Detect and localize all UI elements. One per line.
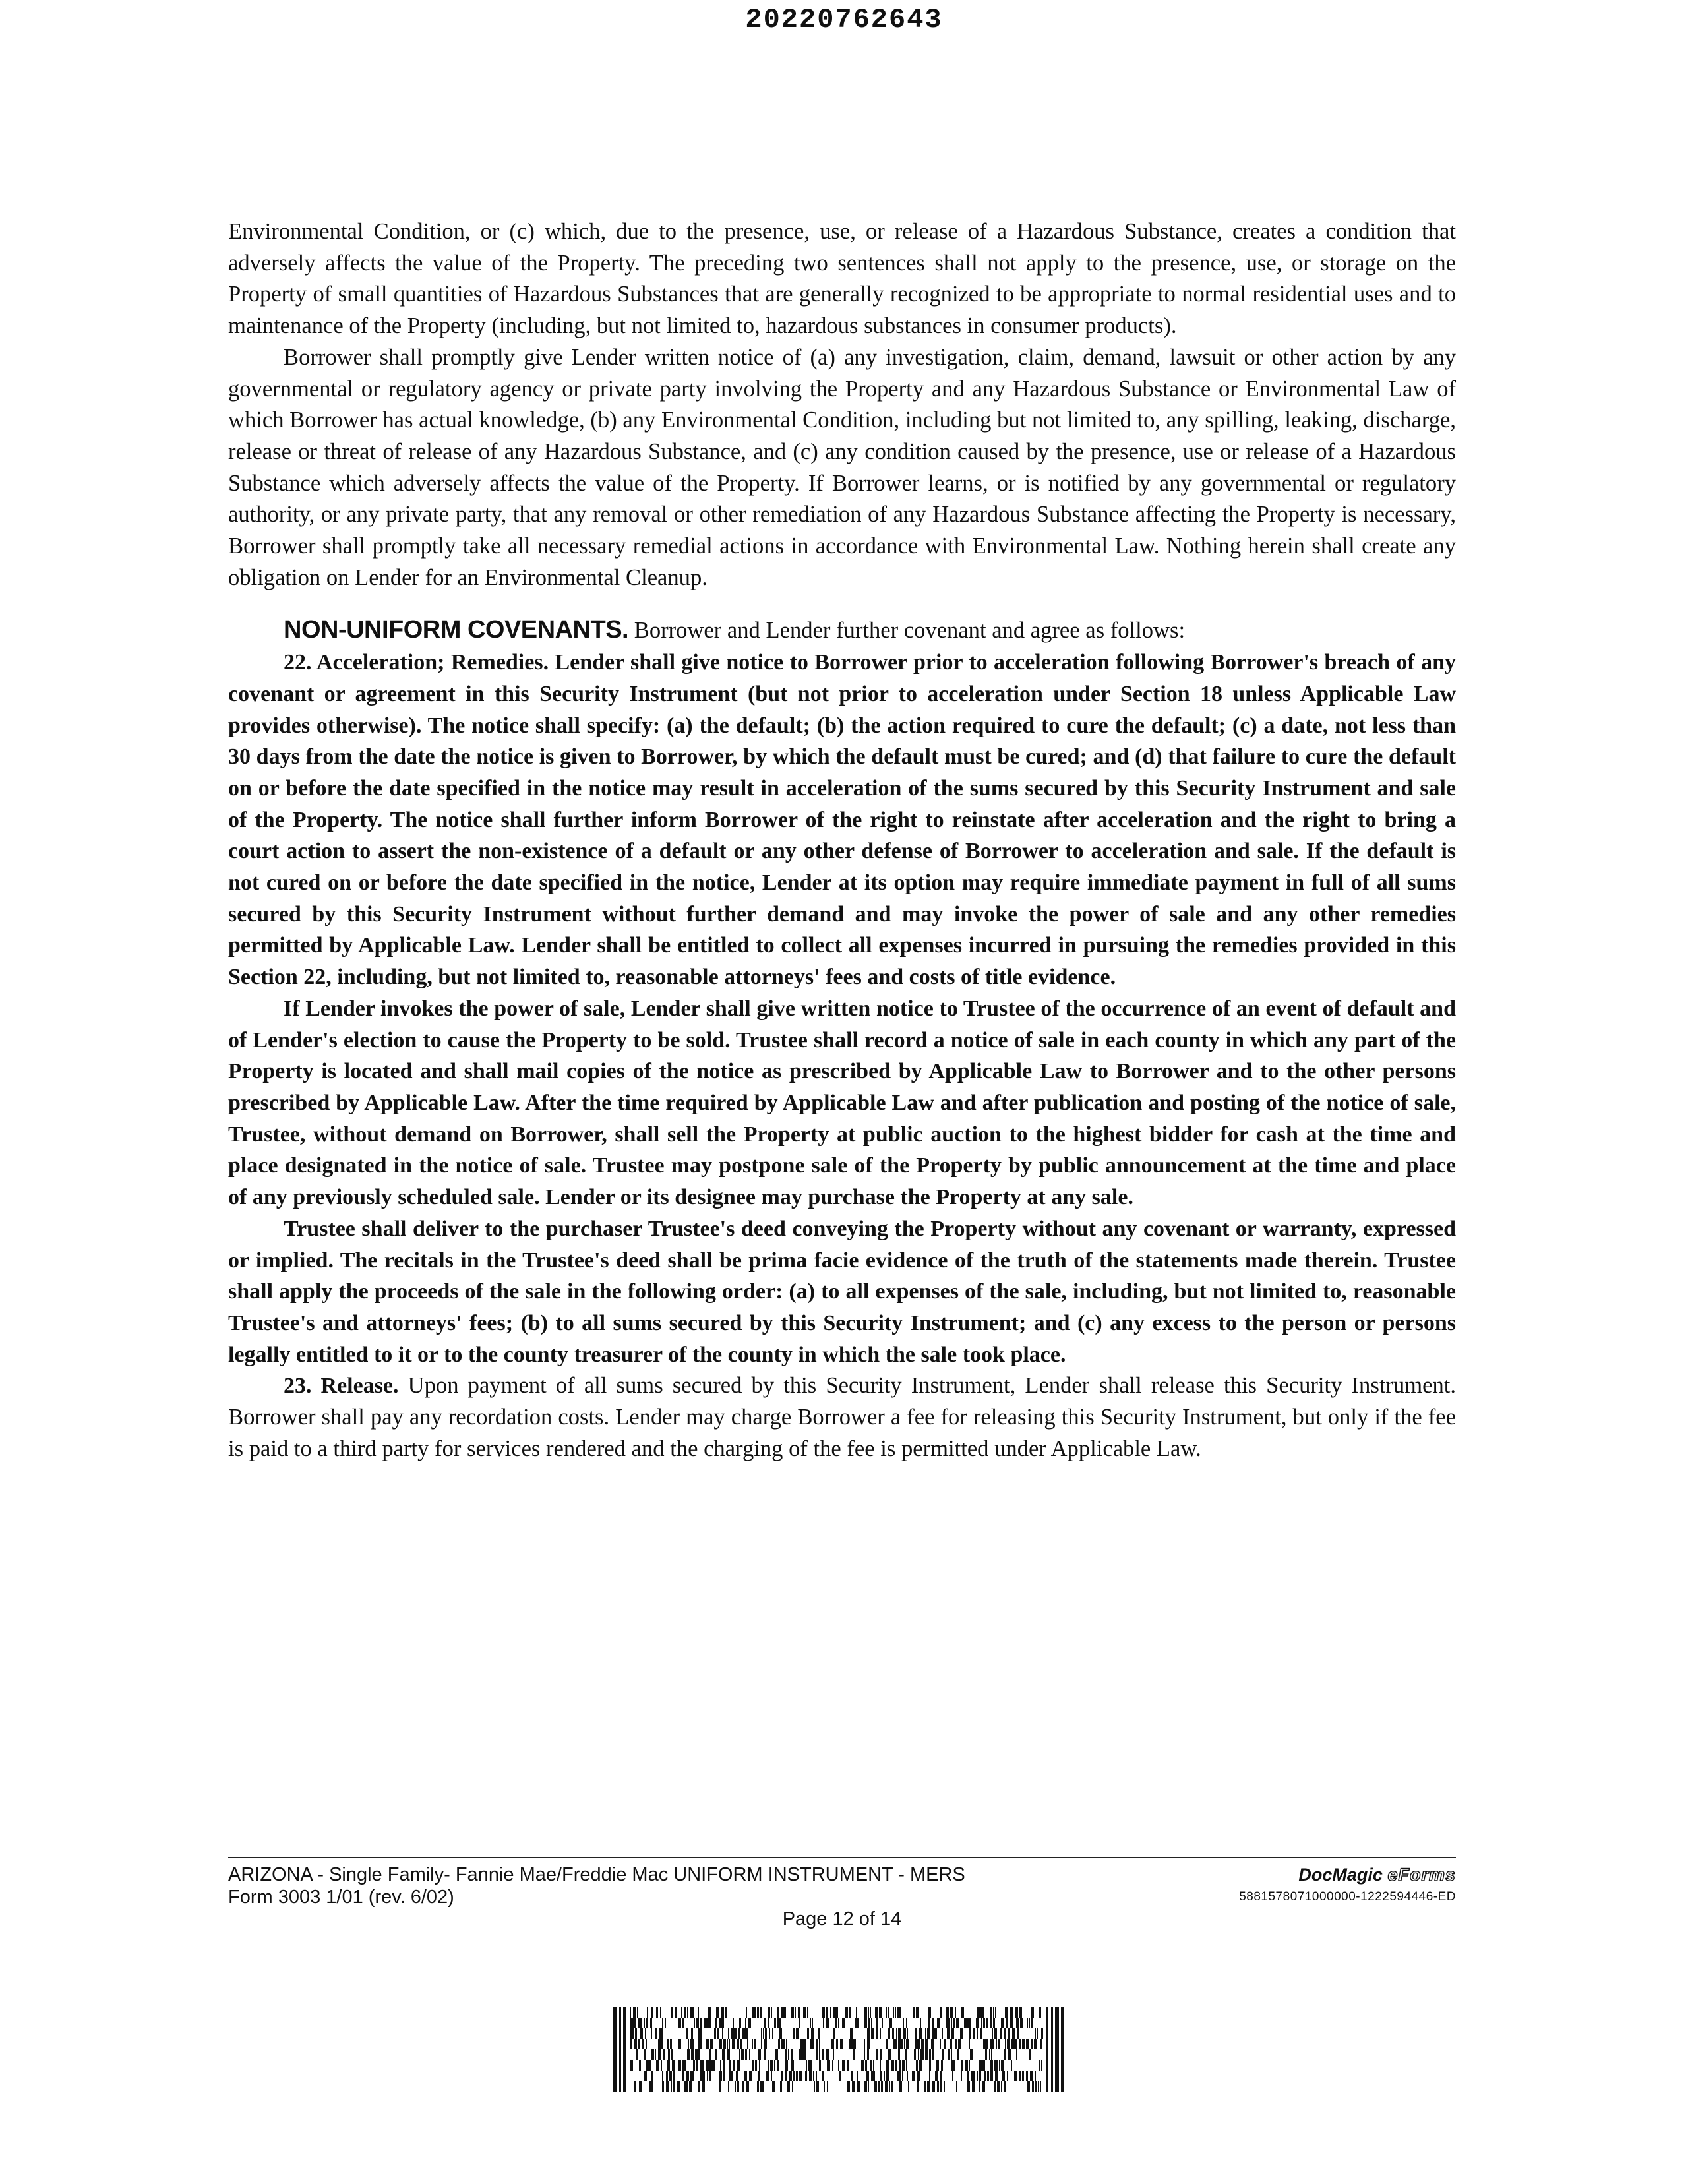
brand-name: DocMagic bbox=[1298, 1865, 1388, 1885]
non-uniform-covenants-intro bbox=[228, 615, 1456, 647]
loan-id: 5881578071000000-1222594446-ED bbox=[1239, 1890, 1456, 1904]
document-body bbox=[228, 216, 1456, 1465]
non-uniform-covenants-heading: NON-UNIFORM COVENANTS. bbox=[284, 616, 629, 644]
form-title: ARIZONA - Single Family- Fannie Mae/Freddie Mac UNIFORM INSTRUMENT - MERS bbox=[228, 1864, 965, 1885]
vendor-info bbox=[1239, 1864, 1456, 1908]
section-23-title: 23. Release. bbox=[284, 1374, 399, 1399]
form-number: Form 3003 1/01 (rev. 6/02) bbox=[228, 1887, 454, 1908]
section-23-text: Upon payment of all sums secured by this Security Instrument, Lender shall release this Security Instrument. Borrower shall pay any recordation costs. Lender may charge Borrower a fee for releasing this Security Instrument, but only if the fee is paid to a third party for services rendered and the charging of the fee is permitted under Applicable Law. bbox=[228, 1373, 1456, 1461]
form-info bbox=[228, 1864, 965, 1908]
document-number: 20220762643 bbox=[745, 4, 943, 36]
section-22-trustee-deed: Trustee shall deliver to the purchaser Trustee's deed conveying the Property without any covenant or warranty, expressed or implied. The recitals in the Trustee's deed shall be prima facie evidence of the truth of the statements made therein. Trustee shall apply the proceeds of the sale in the following order: (a) to all expenses of the sale, including, but not limited to, reasonable Trustee's and attorneys' fees; (b) to all sums secured by this Security Instrument; and (c) any excess to the person or persons legally entitled to it or to the county treasurer of the county in which the sale took place. bbox=[228, 1216, 1456, 1367]
barcode-image bbox=[613, 2007, 1064, 2092]
non-uniform-covenants-text: Borrower and Lender further covenant and agree as follows: bbox=[628, 618, 1186, 644]
section-22-power-of-sale: If Lender invokes the power of sale, Lender shall give written notice to Trustee of the occurrence of an event of default and of Lender's election to cause the Property to be sold. Trustee shall record a notice of sale in each county in which any part of the Property is located and shall mail copies of the notice as prescribed by Applicable Law to Borrower and to the other persons prescribed by Applicable Law. After the time required by Applicable Law and after publication and posting of the notice of sale, Trustee, without demand on Borrower, shall sell the Property at public auction to the highest bidder for cash at the time and place designated in the notice of sale. Trustee may postpone sale of the Property by public announcement at the time and place of any previously scheduled sale. Lender or its designee may purchase the Property at any sale. bbox=[228, 996, 1456, 1210]
footer-divider bbox=[228, 1857, 1456, 1858]
page-footer bbox=[228, 1857, 1456, 1929]
section-22-acceleration-remedies: 22. Acceleration; Remedies. Lender shall give notice to Borrower prior to acceleration following Borrower's breach of any covenant or agreement in this Security Instrument (but not prior to acceleration under Section 18 unless Applicable Law provides otherwise). The notice shall specify: (a) the default; (b) the action required to cure the default; (c) a date, not less than 30 days from the date the notice is given to Borrower, by which the default must be cured; and (d) that failure to cure the default on or before the date specified in the notice may result in acceleration of the sums secured by this Security Instrument and sale of the Property. The notice shall further inform Borrower of the right to reinstate after acceleration and the right to bring a court action to assert the non-existence of a default or any other defense of Borrower to acceleration and sale. If the default is not cured on or before the date specified in the notice, Lender at its option may require immediate payment in full of all sums secured by this Security Instrument without further demand and may invoke the power of sale and any other remedies permitted by Applicable Law. Lender shall be entitled to collect all expenses incurred in pursuing the remedies provided in this Section 22, including, but not limited to, reasonable attorneys' fees and costs of title evidence. bbox=[228, 650, 1456, 990]
section-23-release bbox=[228, 1370, 1456, 1465]
paragraph-borrower-notice: Borrower shall promptly give Lender written notice of (a) any investigation, claim, demand, lawsuit or other action by any governmental or regulatory agency or private party involving the Property and any Hazardous Substance or Environmental Law of which Borrower has actual knowledge, (b) any Environmental Condition, including but not limited to, any spilling, leaking, discharge, release or threat of release of any Hazardous Substance, and (c) any condition caused by the presence, use or release of a Hazardous Substance which adversely affects the value of the Property. If Borrower learns, or is notified by any governmental or regulatory authority, or any private party, that any removal or other remediation of any Hazardous Substance affecting the Property is necessary, Borrower shall promptly take all necessary remedial actions in accordance with Environmental Law. Nothing herein shall create any obligation on Lender for an Environmental Cleanup. bbox=[228, 344, 1456, 590]
brand-suffix: eForms bbox=[1387, 1865, 1456, 1885]
docmagic-logo bbox=[1239, 1864, 1456, 1886]
page-number: Page 12 of 14 bbox=[782, 1908, 902, 1929]
paragraph-environmental-condition: Environmental Condition, or (c) which, due to the presence, use, or release of a Hazardous Substance, creates a condition that adversely affects the value of the Property. The preceding two sentences shall not apply to the presence, use, or storage on the Property of small quantities of Hazardous Substances that are generally recognized to be appropriate to normal residential uses and to maintenance of the Property (including, but not limited to, hazardous substances in consumer products). bbox=[228, 219, 1456, 339]
